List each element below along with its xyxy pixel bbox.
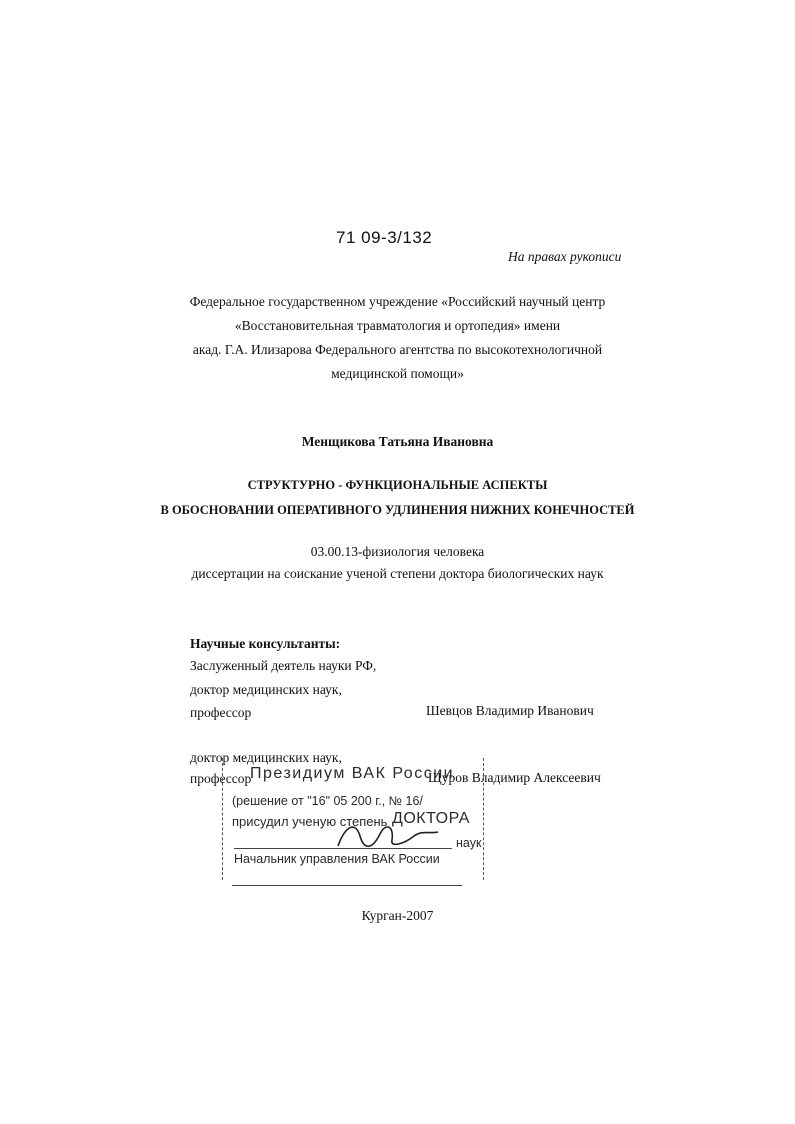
consultants-heading: Научные консультанты: <box>190 636 341 651</box>
consultant-1-title-line-2: доктор медицинских наук, <box>190 682 342 697</box>
manuscript-rights-note: На правах рукописи <box>508 249 622 264</box>
institution-line-4: медицинской помощи» <box>331 366 464 381</box>
institution-line-3: акад. Г.А. Илизарова Федерального агентства по высокотехнологичной <box>192 342 603 357</box>
signature-scribble <box>334 816 454 856</box>
degree-description: диссертации на соискание ученой степени доктора биологических наук <box>191 566 604 581</box>
consultant-1-name: Шевцов Владимир Иванович <box>426 703 594 718</box>
consultant-2-title-line-1: доктор медицинских наук, <box>190 750 342 765</box>
stamp-degree: ДОКТОРА <box>392 810 470 827</box>
city-year: Курган-2007 <box>361 908 434 923</box>
specialty-code: 03.00.13-физиология человека <box>310 544 485 559</box>
document-code: 71 09-3/132 <box>336 228 433 247</box>
consultant-1-title-line-1: Заслуженный деятель науки РФ, <box>190 658 377 673</box>
vak-approval-stamp <box>222 758 484 880</box>
stamp-decision: (решение от "16" 05 200 г., № 16/ <box>232 794 423 808</box>
stamp-title: Президиум ВАК России <box>250 765 455 782</box>
stamp-bottom-line <box>232 885 462 886</box>
consultant-2-name: Щуров Владимир Алексеевич <box>428 770 601 785</box>
institution-line-1: Федеральное государственном учреждение «Российский научный центр <box>189 294 606 309</box>
consultant-1-title-line-3: профессор <box>190 705 252 720</box>
institution-line-2: «Восстановительная травматология и ортопедия» имени <box>234 318 561 333</box>
stamp-science: наук <box>456 836 482 850</box>
thesis-title-line-1: СТРУКТУРНО - ФУНКЦИОНАЛЬНЫЕ АСПЕКТЫ <box>247 478 548 492</box>
stamp-awarded: присудил ученую степень <box>232 814 388 829</box>
consultant-2-title-line-2: профессор <box>190 771 252 786</box>
stamp-head: Начальник управления ВАК России <box>234 852 440 866</box>
thesis-title-line-2: В ОБОСНОВАНИИ ОПЕРАТИВНОГО УДЛИНЕНИЯ НИЖНИХ КОНЕЧНОСТЕЙ <box>160 503 635 517</box>
author-name: Менщикова Татьяна Ивановна <box>301 434 494 449</box>
